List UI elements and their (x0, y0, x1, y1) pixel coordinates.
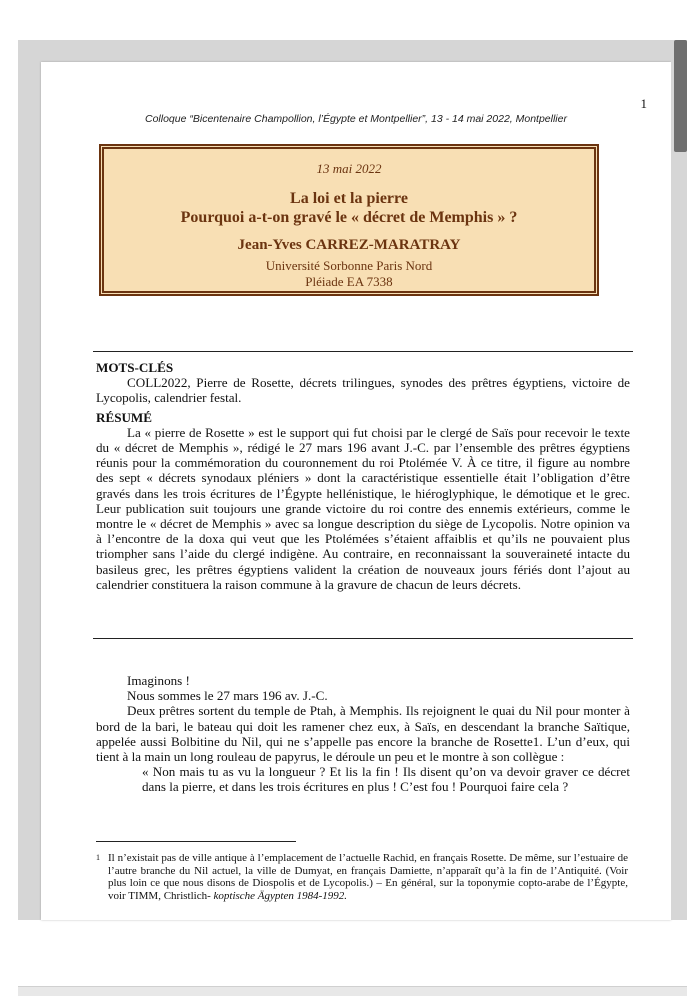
abstract-section (96, 360, 630, 592)
affiliation-line1: Université Sorbonne Paris Nord (265, 258, 433, 273)
document-page (41, 62, 671, 920)
footnote-continuation: koptische Ägypten 1984-1992. (213, 889, 348, 902)
colloque-header: Colloque “Bicentenaire Champollion, l’Égypte et Montpellier”, 13 - 14 mai 2022, Montpellier (145, 113, 567, 125)
title-box (99, 144, 599, 296)
paper-title-line2: Pourquoi a-t-on gravé le « décret de Memphis » ? (180, 209, 518, 226)
body-paragraph: Nous sommes le 27 mars 196 av. J.-C. (127, 688, 328, 704)
abstract-top-rule (93, 351, 633, 352)
footnote (96, 852, 630, 902)
page-number: 1 (640, 96, 647, 111)
body-text (96, 673, 630, 795)
author-name: Jean-Yves CARREZ-MARATRAY (237, 237, 461, 253)
body-paragraph: Imaginons ! (127, 673, 190, 688)
scrollbar-track[interactable] (671, 40, 687, 920)
keywords-text: COLL2022, Pierre de Rosette, décrets trilingues, synodes des prêtres égyptiens, victoire de Lycopolis, calendrier festal. (96, 375, 630, 406)
affiliation-line2: Pléiade EA 7338 (305, 274, 393, 289)
footnote-rule (96, 841, 296, 842)
paper-title-line1: La loi et la pierre (290, 190, 408, 207)
summary-heading: RÉSUMÉ (96, 409, 153, 425)
scrollbar-thumb[interactable] (674, 40, 687, 152)
body-quote: « Non mais tu as vu la longueur ? Et lis la fin ! Ils disent qu’on va devoir graver ce décret dans la pierre, et dans les trois écritures en plus ! C’est fou ! Pourquoi faire cela ? (142, 764, 630, 795)
body-paragraph: Deux prêtres sortent du temple de Ptah, à Memphis. Ils rejoignent le quai du Nil pour monter à bord de la bari, le bateau qui doit les ramener chez eux, à Saïs, en descendant la branche Saïtique, appelée aussi Bolbitine du Nil, qui ne s’appelle pas encore la branche de Rosette1. L’un d’eux, qui tient à la main un long rouleau de papyrus, le déroule un peu et le montre à son collègue : (96, 703, 630, 765)
keywords-heading: MOTS-CLÉS (96, 360, 174, 375)
footnote-number: 1 (96, 853, 100, 862)
footnote-text: Il n’existait pas de ville antique à l’emplacement de l’actuelle Rachid, en français Rosette. De même, sur l’estuaire de l’autre branche du Nil actuel, la ville de Dumyat, en français Damiette, n’apparaît qu’à la fin de l’Antiquité. (Voir plus loin ce que nous disons de Diospolis et de Lycopolis.) – En général, sur la toponymie copto-arabe de l’Égypte, voir TIMM, Christlich- (108, 852, 628, 902)
abstract-bottom-rule (93, 638, 633, 639)
conference-date: 13 mai 2022 (316, 161, 382, 176)
summary-text: La « pierre de Rosette » est le support qui fut choisi par le clergé de Saïs pour recevoir le texte du « décret de Memphis », rédigé le 27 mars 196 avant J.-C. par l’ensemble des prêtres égyptiens réunis pour la commémoration du couronnement du roi Ptolémée V. À ce titre, il figure au nombre des sept « décrets synodaux pléniers » dont la caractéristique essentielle était l’obligation d’être gravés dans les trois écritures de l’Égypte hellénistique, le hiéroglyphique, le démotique et le grec. Leur publication suit toujours une grande victoire du roi contre des ennemis extérieurs, comme le montre le « décret de Memphis » avec sa longue description du siège de Lycopolis. Notre opinion va à l’encontre de la doxa qui veut que les Ptolémées s’étaient affaiblis et qu’ils ne pouvaient plus triompher sans l’aide du clergé indigène. Au contraire, en reconnaissant la souveraineté intacte du basileus grec, les prêtres égyptiens valident la création de nouveaux jours fériés dont l’ajout au calendrier constituera la raison commune à la gravure de chacun de leurs décrets. (96, 424, 630, 592)
